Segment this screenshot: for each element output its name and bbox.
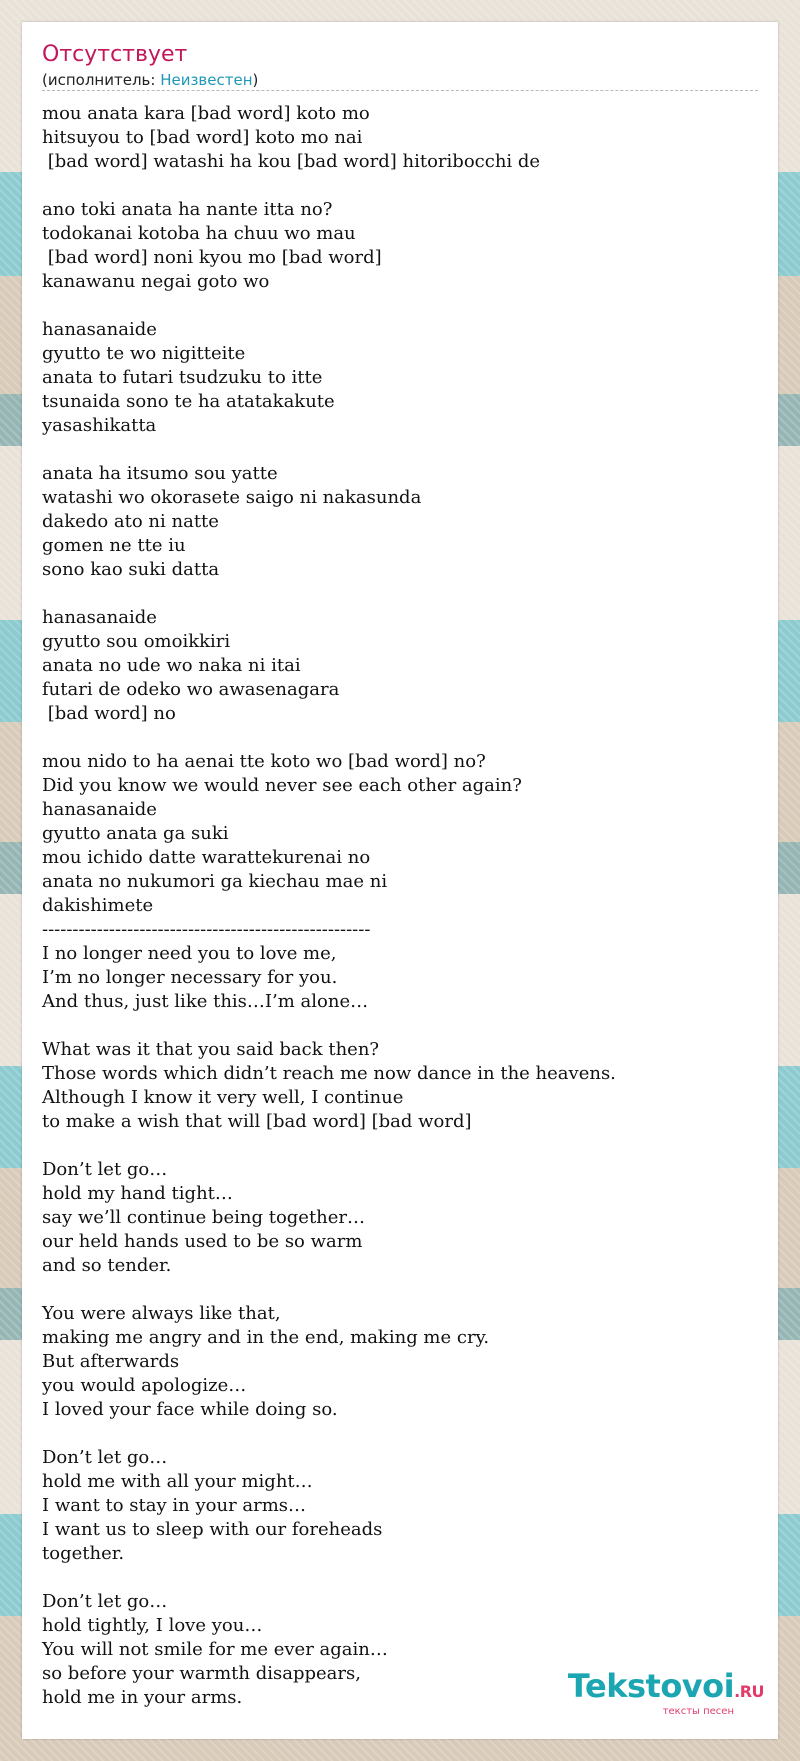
logo-tagline: тексты песен	[662, 1706, 734, 1717]
song-header	[42, 40, 758, 91]
logo-wordmark	[568, 1669, 764, 1709]
site-logo[interactable]	[568, 1669, 764, 1717]
song-title: Отсутствует	[42, 42, 188, 67]
artist-link[interactable]: Неизвестен	[160, 71, 253, 89]
lyrics-card	[22, 22, 778, 1739]
artist-suffix: )	[252, 71, 259, 89]
artist-prefix: (исполнитель:	[42, 71, 161, 89]
lyrics-text: mou anata kara [bad word] koto mo hitsuyou to [bad word] koto mo nai [bad word] watashi ha kou [bad word] hitoribocchi de ano toki anata ha nante itta no? todokanai kotoba ha chuu wo mau [bad word] noni kyou mo [bad word] kanawanu negai goto wo hanasanaide gyutto te wo nigitteite anata to futari tsudzuku to itte tsunaida sono te ha atatakakute yasashikatta anata ha itsumo sou yatte watashi wo okorasete saigo ni nakasunda dakedo ato ni natte gomen ne tte iu sono kao suki datta hanasanaide gyutto sou omoikkiri anata no ude wo naka ni itai futari de odeko wo awasenagara [bad word] no mou nido to ha aenai tte koto wo [bad word] no? Did you know we would never see each other again? hanasanaide gyutto anata ga suki mou ichido datte warattekurenai no anata no nukumori ga kiechau mae ni dakishimete ------------------------------------------------------ I no longer need you to love me, I’m no longer necessary for you. And thus, just like this…I’m alone… What was it that you said back then? Those words which didn’t reach me now dance in the heavens. Although I know it very well, I continue to make a wish that will [bad word] [bad word] Don’t let go… hold my hand tight… say we’ll continue being together… our held hands used to be so warm and so tender. You were always like that, making me angry and in the end, making me cry. But afterwards you would apologize… I loved your face while doing so. Don’t let go… hold me with all your might… I want to stay in your arms… I want us to sleep with our foreheads together. Don’t let go… hold tightly, I love you… You will not smile for me ever again… so before your warmth disappears, hold me in your arms.	[42, 103, 616, 1708]
artist-line	[42, 70, 758, 90]
logo-domain: .RU	[734, 1682, 764, 1701]
logo-name: Tekstovoi	[567, 1667, 735, 1705]
